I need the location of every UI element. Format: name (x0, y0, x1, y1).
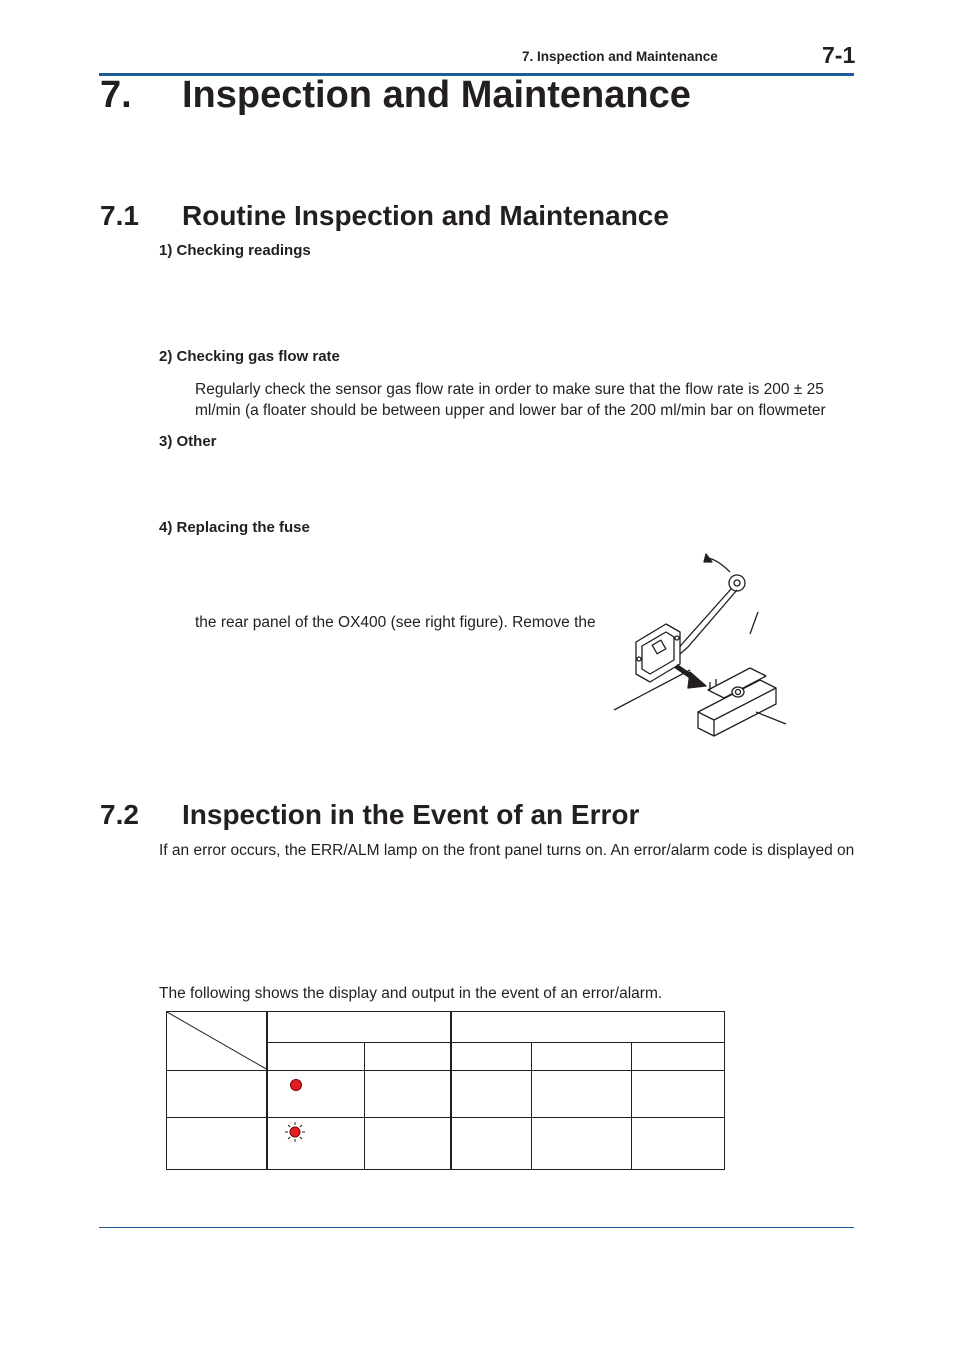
table-subheader-cell (451, 1043, 532, 1071)
table-cell (532, 1118, 632, 1170)
table-cell (632, 1071, 725, 1118)
lamp-blinking-icon (285, 1122, 305, 1142)
chapter-title: Inspection and Maintenance (182, 74, 691, 116)
table-corner-cell (167, 1012, 268, 1071)
lamp-on-icon (290, 1079, 302, 1091)
table-subheader-cell (364, 1043, 451, 1071)
table-cell (267, 1071, 364, 1118)
table-cell (267, 1118, 364, 1170)
paragraph-line: ml/min (a floater should be between upper and lower bar of the 200 ml/min bar on flowmeter (195, 402, 826, 419)
table-subheader-cell (267, 1043, 364, 1071)
running-header: 7. Inspection and Maintenance (522, 49, 718, 64)
subheading-replacing-fuse: 4) Replacing the fuse (159, 519, 310, 536)
paragraph-line: The following shows the display and output in the event of an error/alarm. (159, 985, 663, 1002)
table-cell (532, 1071, 632, 1118)
table-subheader-cell (632, 1043, 725, 1071)
fuse-replacement-figure (610, 552, 800, 742)
table-row (167, 1071, 725, 1118)
footer-rule (99, 1227, 854, 1228)
table-cell (632, 1118, 725, 1170)
table-cell (451, 1118, 532, 1170)
error-alarm-table (166, 1011, 725, 1170)
section-title: Routine Inspection and Maintenance (182, 200, 669, 231)
diagonal-divider (167, 1012, 268, 1070)
section-number: 7.1 (100, 200, 139, 231)
paragraph-line: Regularly check the sensor gas flow rate in order to make sure that the flow rate is 200 ± 25 (195, 381, 824, 398)
chapter-number: 7. (100, 74, 132, 116)
section-title: Inspection in the Event of an Error (182, 799, 640, 830)
table-row (167, 1118, 725, 1170)
table-cell (364, 1071, 451, 1118)
section-number: 7.2 (100, 799, 139, 830)
paragraph-line: the rear panel of the OX400 (see right figure). Remove the (195, 614, 596, 631)
subheading-checking-readings: 1) Checking readings (159, 242, 311, 259)
arrowhead-icon (704, 554, 712, 562)
table-cell (167, 1071, 268, 1118)
table-header-cell (267, 1012, 451, 1043)
paragraph-line: If an error occurs, the ERR/ALM lamp on the front panel turns on. An error/alarm code is displayed on (159, 842, 855, 859)
subheading-gas-flow-rate: 2) Checking gas flow rate (159, 348, 340, 365)
table-cell (167, 1118, 268, 1170)
subheading-other: 3) Other (159, 433, 217, 450)
table-header-cell (451, 1012, 725, 1043)
table-cell (451, 1071, 532, 1118)
page-number: 7-1 (822, 42, 856, 68)
table-subheader-cell (532, 1043, 632, 1071)
table-cell (364, 1118, 451, 1170)
